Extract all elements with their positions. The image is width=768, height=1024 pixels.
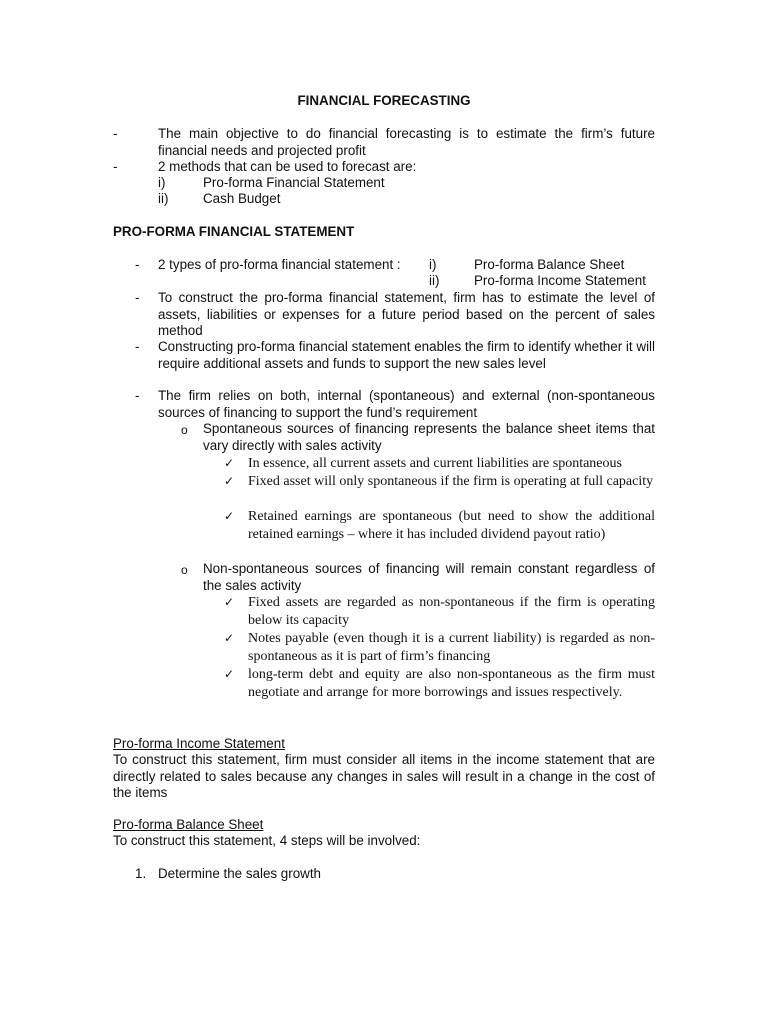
- step-number: 1.: [135, 866, 147, 881]
- spontaneous-text: Spontaneous sources of financing represents the balance sheet items that vary directly with sales activity: [203, 421, 655, 453]
- check-icon: ✓: [224, 474, 235, 488]
- check-icon: ✓: [224, 667, 235, 681]
- check-item: Fixed asset will only spontaneous if the firm is operating at full capacity: [248, 474, 654, 489]
- bullet-dash: -: [135, 290, 140, 305]
- check-item: In essence, all current assets and current liabilities are spontaneous: [248, 456, 622, 471]
- method-number: ii): [158, 191, 169, 206]
- objective-text: The main objective to do financial forecasting is to estimate the firm’s future financial needs and projected profit: [158, 126, 655, 158]
- income-statement-heading: Pro-forma Income Statement: [113, 736, 285, 751]
- income-statement-text: To construct this statement, firm must consider all items in the income statement that are directly related to sales because any changes in sales will result in a change in the cost of the items: [113, 752, 655, 800]
- method-label: Cash Budget: [203, 191, 281, 206]
- bullet-dash: -: [135, 388, 140, 403]
- section-heading: PRO-FORMA FINANCIAL STATEMENT: [113, 224, 355, 239]
- bullet-dash: -: [113, 159, 118, 174]
- bullet-dash: -: [113, 126, 118, 141]
- construct-text: To construct the pro-forma financial statement, firm has to estimate the level of assets, liabilities or expenses for a future period based on the percent of sales method: [158, 290, 655, 338]
- bullet-dash: -: [135, 339, 140, 354]
- check-icon: ✓: [224, 631, 235, 645]
- type-label: Pro-forma Income Statement: [474, 273, 646, 288]
- relies-text: The firm relies on both, internal (spontaneous) and external (non-spontaneous sources of financing to support the fund’s requirement: [158, 388, 655, 420]
- types-text: 2 types of pro-forma financial statement :: [158, 257, 401, 272]
- check-item: Fixed assets are regarded as non-spontaneous if the firm is operating below its capacity: [248, 595, 655, 628]
- balance-sheet-heading: Pro-forma Balance Sheet: [113, 817, 264, 832]
- check-item: Retained earnings are spontaneous (but need to show the additional retained earnings – where it has included dividend payout ratio): [248, 509, 655, 542]
- non-spontaneous-text: Non-spontaneous sources of financing will remain constant regardless of the sales activity: [203, 561, 655, 593]
- step-text: Determine the sales growth: [158, 866, 321, 881]
- type-label: Pro-forma Balance Sheet: [474, 257, 625, 272]
- circle-bullet: o: [181, 423, 188, 437]
- methods-text: 2 methods that can be used to forecast are:: [158, 159, 417, 174]
- method-label: Pro-forma Financial Statement: [203, 175, 385, 190]
- check-item: long-term debt and equity are also non-spontaneous as the firm must negotiate and arrange for more borrowings and issues respectively.: [248, 667, 655, 700]
- check-icon: ✓: [224, 456, 235, 470]
- bullet-dash: -: [135, 257, 140, 272]
- check-item: Notes payable (even though it is a current liability) is regarded as non-spontaneous as it is part of firm’s financing: [248, 631, 655, 664]
- page-title: FINANCIAL FORECASTING: [297, 93, 471, 108]
- identify-text: Constructing pro-forma financial statement enables the firm to identify whether it will require additional assets and funds to support the new sales level: [158, 339, 655, 371]
- check-icon: ✓: [224, 595, 235, 609]
- balance-sheet-text: To construct this statement, 4 steps will be involved:: [113, 833, 421, 848]
- check-icon: ✓: [224, 509, 235, 523]
- type-number: i): [429, 257, 437, 272]
- circle-bullet: o: [181, 563, 188, 577]
- type-number: ii): [429, 273, 440, 288]
- method-number: i): [158, 175, 166, 190]
